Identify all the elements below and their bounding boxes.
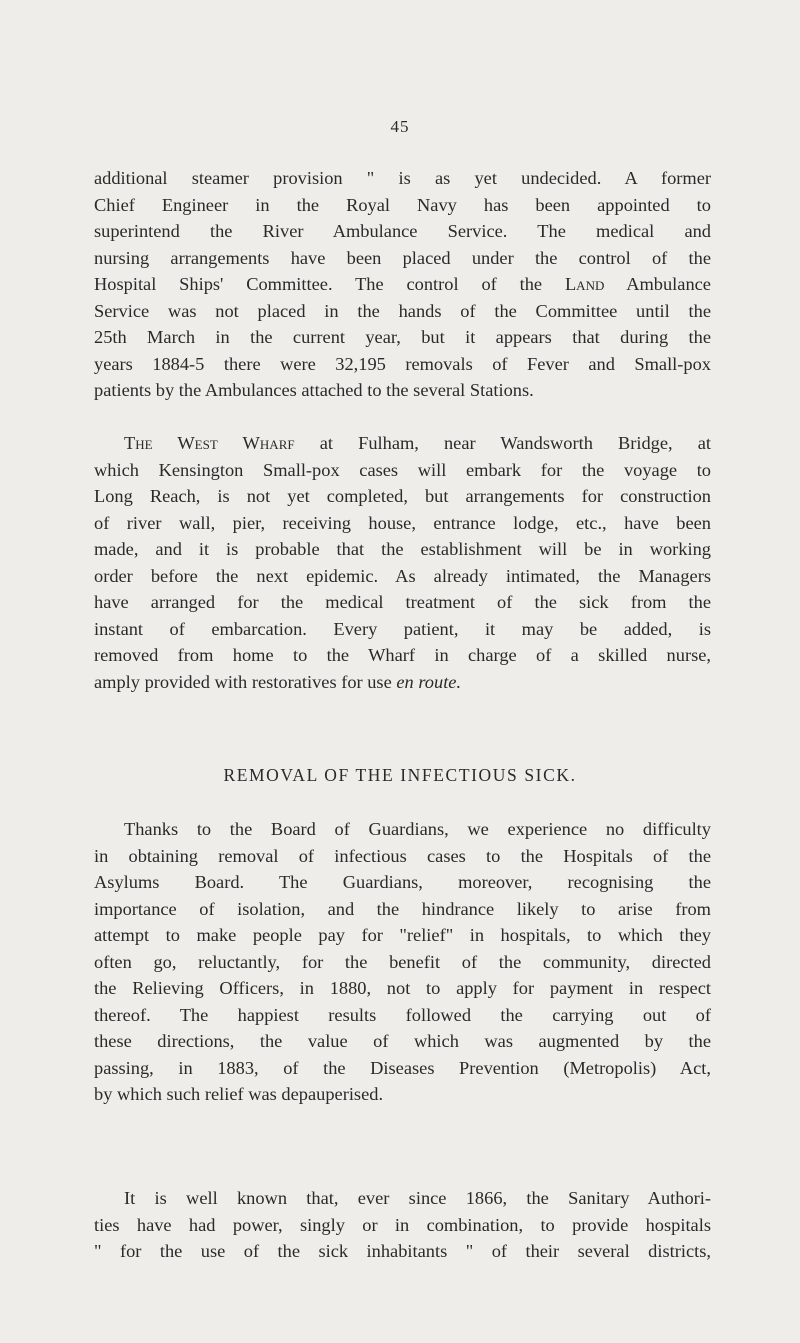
text-line: order before the next epidemic. As already intimated, the Managers xyxy=(94,565,711,586)
paragraph-1 xyxy=(94,165,711,404)
text-fragment: Ambulance xyxy=(626,274,711,294)
text-line: superintend the River Ambulance Service. The medical and xyxy=(94,221,711,241)
text-line: of river wall, pier, receiving house, entrance lodge, etc., have been xyxy=(94,512,711,533)
text-line: patients by the Ambulances attached to the several Stations. xyxy=(94,380,534,400)
page-number: 45 xyxy=(390,117,410,136)
west-wharf-lead: The West Wharf xyxy=(124,433,295,453)
text-line: additional steamer provision " is as yet undecided. A former xyxy=(94,168,711,188)
text-line: removed from home to the Wharf in charge of a skilled nurse, xyxy=(94,645,711,665)
text-line: instant of embarcation. Every patient, it may be added, is xyxy=(94,618,711,639)
text-line: which Kensington Small-pox cases will embark for the voyage to xyxy=(94,459,711,480)
text-line: often go, reluctantly, for the benefit of the community, directed xyxy=(94,951,711,972)
text-line: " for the use of the sick inhabitants " of their several districts, xyxy=(94,1241,711,1261)
text-line: by which such relief was depauperised. xyxy=(94,1084,384,1104)
paragraph-3 xyxy=(94,816,711,1108)
text-line: thereof. The happiest results followed the carrying out of xyxy=(94,1004,711,1025)
text-line: Chief Engineer in the Royal Navy has been appointed to xyxy=(94,194,711,215)
en-route-italic: en route. xyxy=(396,671,462,692)
text-line: made, and it is probable that the establishment will be in working xyxy=(94,539,711,559)
text-fragment: at Fulham, near Wandsworth Bridge, at xyxy=(319,433,711,453)
text-line: Long Reach, is not yet completed, but arrangements for construction xyxy=(94,486,711,506)
text-line: Service was not placed in the hands of the Committee until the xyxy=(94,300,711,321)
text-fragment: amply provided with restoratives for use xyxy=(94,671,392,692)
text-fragment: Hospital Ships' Committee. The control of the xyxy=(94,274,543,294)
text-line: these directions, the value of which was augmented by the xyxy=(94,1031,711,1051)
text-line xyxy=(94,430,711,457)
text-line: in obtaining removal of infectious cases to the Hospitals of the xyxy=(94,845,711,866)
text-line: 25th March in the current year, but it appears that during the xyxy=(94,327,711,347)
text-line: It is well known that, ever since 1866, the Sanitary Authori- xyxy=(124,1188,711,1208)
land-word: Land xyxy=(564,274,605,294)
text-line: passing, in 1883, of the Diseases Prevention (Metropolis) Act, xyxy=(94,1057,711,1078)
text-line: Thanks to the Board of Guardians, we experience no difficulty xyxy=(124,819,711,839)
text-line: attempt to make people pay for "relief" in hospitals, to which they xyxy=(94,925,711,945)
text-line: Asylums Board. The Guardians, moreover, recognising the xyxy=(94,872,711,892)
text-line: have arranged for the medical treatment of the sick from the xyxy=(94,592,711,612)
text-line xyxy=(94,669,711,696)
text-line: the Relieving Officers, in 1880, not to apply for payment in respect xyxy=(94,978,711,998)
text-line xyxy=(94,271,711,298)
text-line: ties have had power, singly or in combination, to provide hospitals xyxy=(94,1214,711,1235)
paragraph-4 xyxy=(94,1185,711,1265)
paragraph-2 xyxy=(94,430,711,695)
text-line: years 1884-5 there were 32,195 removals of Fever and Small-pox xyxy=(94,353,711,374)
text-line: importance of isolation, and the hindrance likely to arise from xyxy=(94,898,711,919)
section-heading: REMOVAL OF THE INFECTIOUS SICK. xyxy=(223,765,577,785)
text-line: nursing arrangements have been placed under the control of the xyxy=(94,247,711,268)
